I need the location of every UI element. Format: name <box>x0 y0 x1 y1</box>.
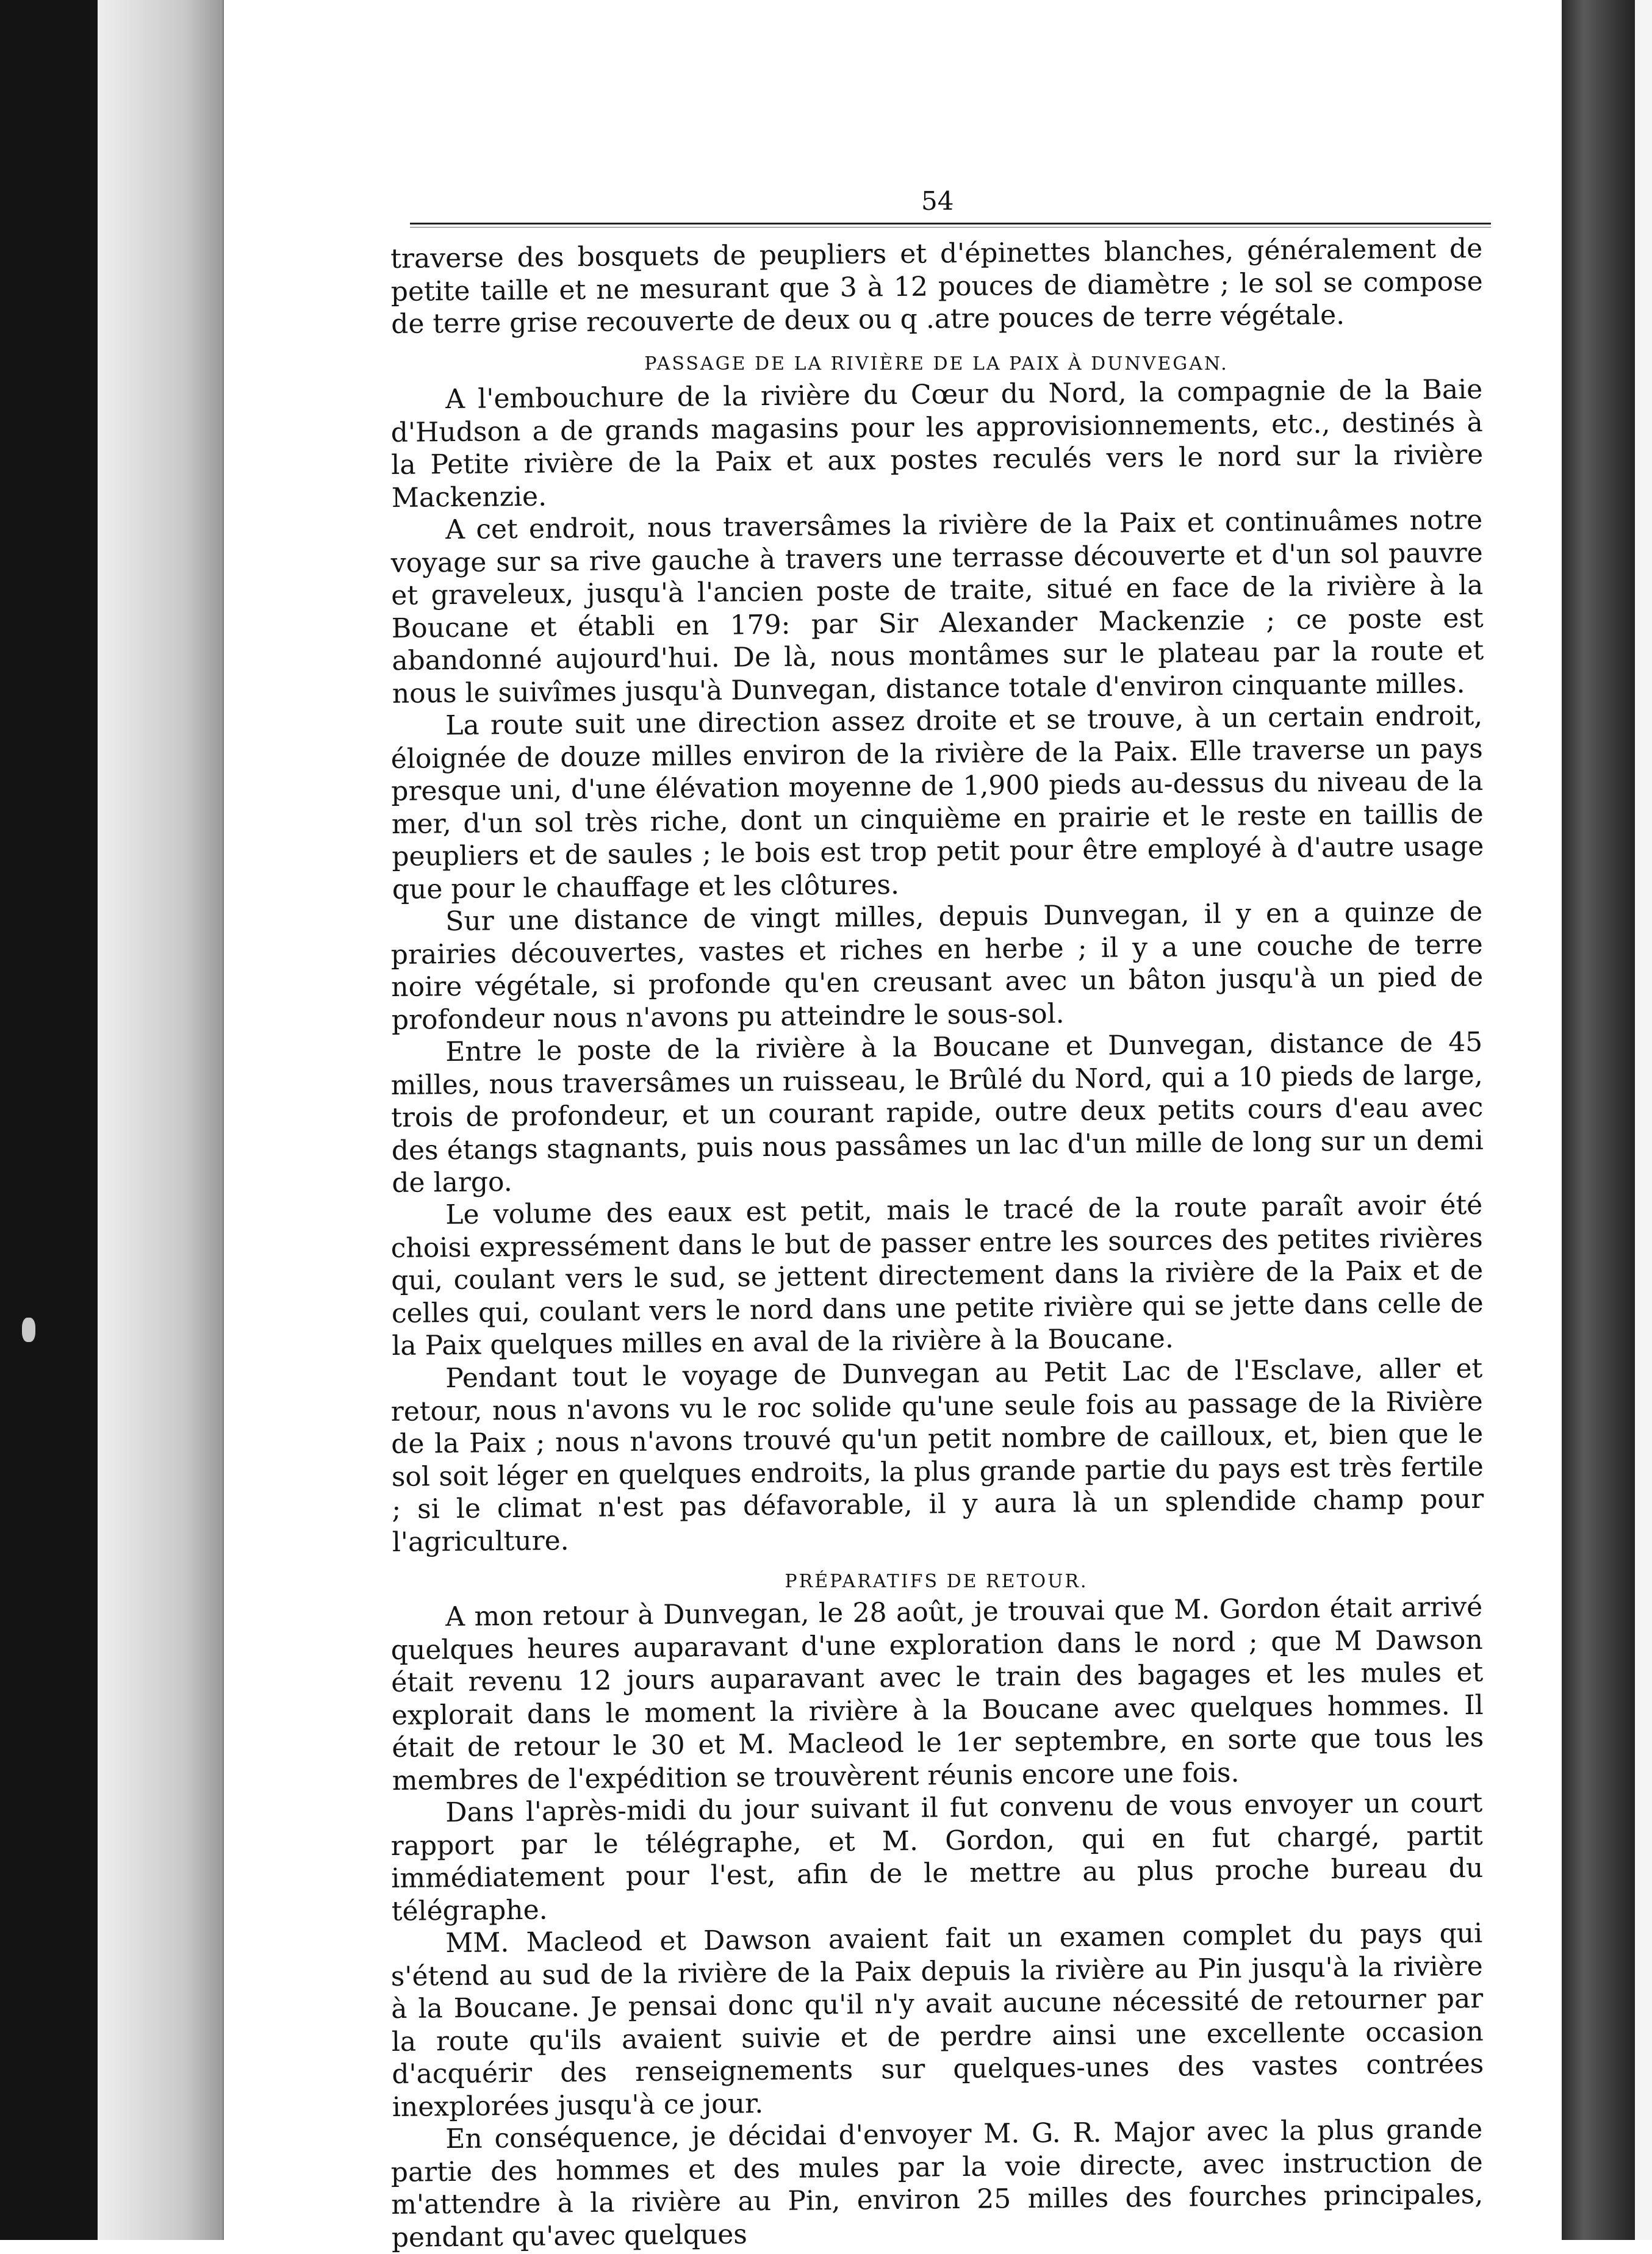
paragraph: A l'embouchure de la rivière du Cœur du Nord, la compagnie de la Baie d'Hudson a de grands magasins pour les approvisionnements, etc., destinés à la Petite rivière de la Paix et aux postes reculés vers le nord sur la rivière Mackenzie. <box>390 373 1484 513</box>
paragraph: MM. Macleod et Dawson avaient fait un examen complet du pays qui s'étend au sud de la rivière de la Paix depuis la rivière au Pin jusqu'à la rivière à la Boucane. Je pensai donc qu'il n'y avait aucune nécessité de retourner par la route qu'ils avaient suivie et de perdre ainsi une excellente occasion d'acquérir des renseignements sur quelques-unes des vastes contrées inexplorées jusqu'à ce jour. <box>390 1917 1484 2122</box>
section-heading: PASSAGE DE LA RIVIÈRE DE LA PAIX À DUNVEGAN. <box>644 353 1229 375</box>
paragraph: A mon retour à Dunvegan, le 28 août, je trouvai que M. Gordon était arrivé quelques heures auparavant d'une exploration dans le nord ; que M Dawson était revenu 12 jours auparavant avec le train des bagages et les mules et explorait dans le moment la rivière à la Boucane avec quelques hommes. Il était de retour le 30 et M. Macleod le 1er septembre, en sorte que tous les membres de l'expédition se trouvèrent réunis encore une fois. <box>390 1591 1484 1796</box>
book-gutter-shadow <box>1562 0 1635 2240</box>
scan-speck <box>22 1318 35 1342</box>
page-body <box>390 232 1484 2254</box>
page-stack-edge <box>98 0 224 2240</box>
paragraph: Le volume des eaux est petit, mais le tracé de la route paraît avoir été choisi expressément dans le but de passer entre les sources des petites rivières qui, coulant vers le sud, se jettent directement dans la rivière de la Paix et de celles qui, coulant vers le nord dans une petite rivière qui se jette dans celle de la Paix quelques milles en aval de la rivière à la Boucane. <box>390 1189 1484 1362</box>
facing-page-edge <box>1635 0 1652 2240</box>
paragraph: Pendant tout le voyage de Dunvegan au Petit Lac de l'Esclave, aller et retour, nous n'avons vu le roc solide qu'une seule fois au passage de la Rivière de la Paix ; nous n'avons trouvé qu'un petit nombre de cailloux, et, bien que le sol soit léger en quelques endroits, la plus grande partie du pays est très fertile ; si le climat n'est pas défavorable, il y aura là un splendide champ pour l'agriculture. <box>390 1352 1484 1557</box>
paragraph: La route suit une direction assez droite et se trouve, à un certain endroit, éloignée de douze milles environ de la rivière de la Paix. Elle traverse un pays presque uni, d'une élévation moyenne de 1,900 pieds au-dessus du niveau de la mer, d'un sol très riche, dont un cinquième en prairie et le reste en taillis de peupliers et de saules ; le bois est trop petit pour être employé à d'autre usage que pour le chauffage et les clôtures. <box>390 700 1484 905</box>
header-rule <box>410 223 1491 224</box>
paragraph: traverse des bosquets de peupliers et d'épinettes blanches, généralement de petite taille et ne mesurant que 3 à 12 pouces de diamètre ; le sol se compose de terre grise recouverte de deux ou q .atre pouces de terre végétale. <box>390 232 1483 340</box>
page-number: 54 <box>921 186 954 216</box>
scan-border-left <box>0 0 98 2240</box>
paragraph: Entre le poste de la rivière à la Boucane et Dunvegan, distance de 45 milles, nous traversâmes un ruisseau, le Brûlé du Nord, qui a 10 pieds de large, trois de profondeur, et un courant rapide, outre deux petits cours d'eau avec des étangs stagnants, puis nous passâmes un lac d'un mille de long sur un demi de largo. <box>390 1026 1484 1199</box>
paragraph: En conséquence, je décidai d'envoyer M. G. R. Major avec la plus grande partie des hommes et des mules par la voie directe, avec instruction de m'attendre à la rivière au Pin, environ 25 milles des fourches principales, pendant qu'avec quelques <box>390 2113 1484 2253</box>
section-heading: PRÉPARATIFS DE RETOUR. <box>785 1570 1088 1592</box>
paragraph: Dans l'après-midi du jour suivant il fut convenu de vous envoyer un court rapport par le télégraphe, et M. Gordon, qui en fut chargé, partit immédiatement pour l'est, afin de le mettre au plus proche bureau du télégraphe. <box>390 1787 1484 1926</box>
paragraph: A cet endroit, nous traversâmes la rivière de la Paix et continuâmes notre voyage sur sa rive gauche à travers une terrasse découverte et d'un sol pauvre et graveleux, jusqu'à l'ancien poste de traite, situé en face de la rivière à la Boucane et établi en 179: par Sir Alexander Mackenzie ; ce poste est abandonné aujourd'hui. De là, nous montâmes sur le plateau par la route et nous le suivîmes jusqu'à Dunvegan, distance totale d'environ cinquante milles. <box>390 504 1484 709</box>
header-rule-thin <box>410 227 1491 228</box>
paragraph: Sur une distance de vingt milles, depuis Dunvegan, il y en a quinze de prairies découvertes, vastes et riches en herbe ; il y a une couche de terre noire végétale, si profonde qu'en creusant avec un bâton jusqu'à un pied de profondeur nous n'avons pu atteindre le sous-sol. <box>390 895 1484 1035</box>
